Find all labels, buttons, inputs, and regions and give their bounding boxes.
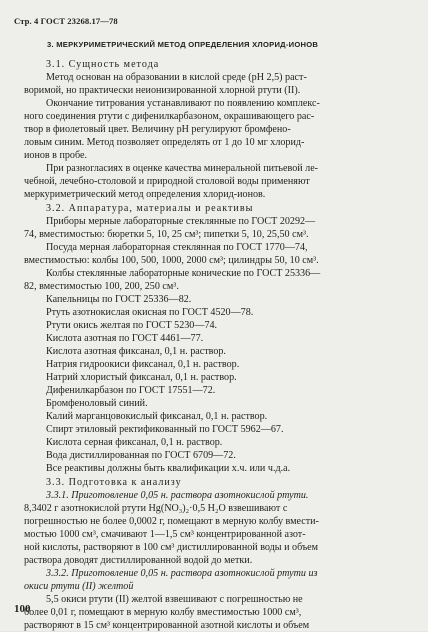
reagent-line: Натрий хлористый фиксанал, 0,1 н. раствор. bbox=[46, 372, 237, 384]
paragraph-line: раствора доводят дистиллированной водой до метки. bbox=[24, 554, 253, 566]
reagent-line: Вода дистиллированная по ГОСТ 6709—72. bbox=[46, 450, 236, 462]
italic-subheading: окиси ртути (II) желтой bbox=[24, 580, 134, 592]
reagent-line: Бромфеноловый синий. bbox=[46, 398, 148, 410]
paragraph-line: Приборы мерные лабораторные стеклянные по ГОСТ 20292— bbox=[46, 215, 316, 227]
paragraph-line: Метод основан на образовании в кислой среде (pH 2,5) раст- bbox=[46, 72, 307, 84]
page-header: Стр. 4 ГОСТ 23268.17—78 bbox=[14, 16, 118, 26]
paragraph-line: ной кислоты, растворяют в 100 см³ дистиллированной воды и объем bbox=[24, 541, 319, 553]
paragraph-line: ловым синим. Метод позволяет определять от 1 до 10 мг хлорид- bbox=[24, 137, 305, 149]
page-number: 100 bbox=[14, 603, 31, 615]
paragraph-line: погрешностью не более 0,0002 г, помещают в мерную колбу вмести- bbox=[24, 515, 319, 527]
paragraph-line: 82, вместимостью 100, 200, 250 см³. bbox=[24, 280, 179, 292]
reagent-line: Кислота азотная по ГОСТ 4461—77. bbox=[46, 332, 204, 344]
paragraph-line: воримой, но практически неионизированной хлорной ртути (II). bbox=[24, 85, 301, 97]
reagent-line: Спирт этиловый ректификованный по ГОСТ 5962—67. bbox=[46, 424, 284, 436]
paragraph-line: твор в фиолетовый цвет. Величину pH регулируют бромфено- bbox=[24, 124, 291, 136]
reagent-line: Натрия гидроокиси фиксанал, 0,1 н. раствор. bbox=[46, 359, 240, 371]
reagent-line: Калий марганцовокислый фиксанал, 0,1 н. раствор. bbox=[46, 411, 268, 423]
paragraph-line: Посуда мерная лабораторная стеклянная по ГОСТ 1770—74, bbox=[46, 241, 308, 253]
reagent-line: Капельницы по ГОСТ 25336—82. bbox=[46, 293, 192, 305]
italic-subheading: 3.3.1. Приготовление 0,05 н. раствора азотнокислой ртути. bbox=[46, 489, 309, 501]
paragraph-line: 5,5 окиси ртути (II) желтой взвешивают с погрешностью не bbox=[46, 593, 303, 605]
paragraph-line: ного соединения ртути с дифенилкарбазоном, окрашивающего рас- bbox=[24, 111, 315, 123]
paragraph-line: более 0,01 г, помещают в мерную колбу вместимостью 1000 см³, bbox=[24, 606, 302, 618]
paragraph-line: растворяют в 15 см³ концентрированной азотной кислоты и объем bbox=[24, 620, 310, 632]
paragraph-line: меркуриметрический метод определения хлорид-ионов. bbox=[24, 189, 266, 201]
subsection-heading: 3.2. Аппаратура, материалы и реактивы bbox=[46, 202, 254, 214]
paragraph-line: чебной, лечебно-столовой и природной столовой воды применяют bbox=[24, 176, 310, 188]
paragraph-line: Окончание титрования устанавливают по появлению комплекс- bbox=[46, 98, 320, 110]
subsection-heading: 3.1. Сущность метода bbox=[46, 59, 160, 70]
paragraph-line: 8,3402 г азотнокислой ртути Hg(NO₃)₂·0,5 H₂O взвешивают с bbox=[24, 502, 288, 514]
paragraph-line: вместимостью: колбы 100, 500, 1000, 2000 см³; цилиндры 50, 10 см³. bbox=[24, 254, 319, 266]
paragraph-line: Колбы стеклянные лабораторные конические по ГОСТ 25336— bbox=[46, 267, 321, 279]
section-heading: 3. МЕРКУРИМЕТРИЧЕСКИЙ МЕТОД ОПРЕДЕЛЕНИЯ ХЛОРИД-ИОНОВ bbox=[47, 40, 319, 49]
reagent-line: Кислота азотная фиксанал, 0,1 н. раствор. bbox=[46, 346, 226, 358]
paragraph-line: При разногласиях в оценке качества минеральной питьевой ле- bbox=[46, 163, 319, 175]
paragraph-line: Все реактивы должны быть квалификации х.ч. или ч.д.а. bbox=[46, 463, 291, 475]
italic-subheading: 3.3.2. Приготовление 0,05 н. раствора азотнокислой ртути из bbox=[46, 567, 318, 579]
reagent-line: Кислота серная фиксанал, 0,1 н. раствор. bbox=[46, 437, 223, 449]
reagent-line: Ртуть азотнокислая окисная по ГОСТ 4520—78. bbox=[46, 306, 254, 318]
reagent-line: Ртути окись желтая по ГОСТ 5230—74. bbox=[46, 319, 218, 331]
paragraph-line: ионов в пробе. bbox=[24, 150, 87, 162]
paragraph-line: 74, вместимостью: бюретки 5, 10, 25 см³; пипетки 5, 10, 25,50 см³. bbox=[24, 228, 309, 240]
subsection-heading: 3.3. Подготовка к анализу bbox=[46, 476, 182, 488]
document-body bbox=[24, 58, 412, 632]
reagent-line: Дифенилкарбазон по ГОСТ 17551—72. bbox=[46, 385, 216, 397]
paragraph-line: мостью 1000 см³, смачивают 1—1,5 см³ концентрированной азот- bbox=[24, 528, 306, 540]
